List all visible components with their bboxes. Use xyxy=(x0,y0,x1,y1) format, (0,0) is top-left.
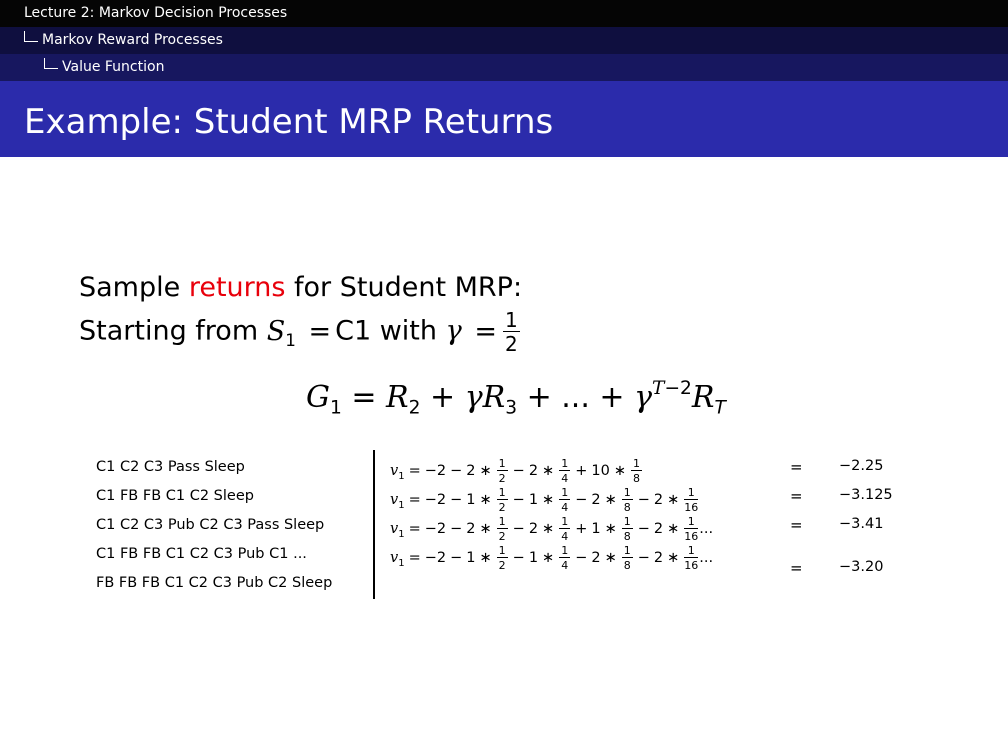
math-state-var: $S_1$ xyxy=(266,315,296,350)
start-with: with xyxy=(371,315,446,347)
result-3: −3.41 xyxy=(839,516,884,532)
result-2: −3.125 xyxy=(839,487,893,503)
calc-row-1: $v_1 = -2 - 2$ ∗ $\frac{1}{2}$ − 2 ∗ $\frac{1}{4}$ + 10 ∗ $\frac{1}{8}$ xyxy=(390,457,640,485)
episode-5: FB FB FB C1 C2 C3 Pub C2 Sleep xyxy=(96,575,333,591)
episode-1: C1 C2 C3 Pass Sleep xyxy=(96,459,245,475)
equals-1: = xyxy=(790,458,803,476)
intro-before: Sample xyxy=(79,272,189,303)
breadcrumb-section[interactable] xyxy=(0,27,1008,54)
calc-row-2: $v_1 = -2 - 1$ ∗ $\frac{1}{2}$ − 1 ∗ $\frac{1}{4}$ − 2 ∗ $\frac{1}{8}$ − 2 ∗ $\frac{1}{16}$ xyxy=(390,486,699,514)
equals-4: = xyxy=(790,559,803,577)
calc-row-3: $v_1 = -2 - 2$ ∗ $\frac{1}{2}$ − 2 ∗ $\frac{1}{4}$ + 1 ∗ $\frac{1}{8}$ − 2 ∗ $\frac{1}{16}$ ... xyxy=(390,515,714,543)
slide-title-bar xyxy=(0,81,1008,157)
start-line: Starting from $S_1 = C1$ with γ = $\frac{1}{2}$ xyxy=(79,308,518,356)
gamma-fraction: $\frac{1}{2}$ xyxy=(504,308,518,356)
episode-3: C1 C2 C3 Pub C2 C3 Pass Sleep xyxy=(96,517,325,533)
intro-line xyxy=(79,272,522,303)
episode-4: C1 FB FB C1 C2 C3 Pub C1 ... xyxy=(96,546,307,562)
column-divider xyxy=(373,450,375,599)
start-text: Starting from xyxy=(79,315,267,347)
breadcrumb-section-label: Markov Reward Processes xyxy=(42,32,223,48)
breadcrumb-subsection[interactable] xyxy=(0,54,1008,81)
slide-title: Example: Student MRP Returns xyxy=(24,102,554,142)
calc-row-4: $v_1 = -2 - 1$ ∗ $\frac{1}{2}$ − 1 ∗ $\frac{1}{4}$ − 2 ∗ $\frac{1}{8}$ − 2 ∗ $\frac{1}{16}$ ... xyxy=(390,544,714,572)
intro-highlight: returns xyxy=(188,272,286,303)
tree-elbow-icon xyxy=(24,31,38,42)
result-1: −2.25 xyxy=(839,458,884,474)
intro-after: for Student MRP: xyxy=(285,272,523,303)
breadcrumb-lecture[interactable] xyxy=(0,0,1008,27)
start-state: C1 xyxy=(335,315,372,347)
episode-2: C1 FB FB C1 C2 Sleep xyxy=(96,488,254,504)
breadcrumb-subsection-label: Value Function xyxy=(62,59,165,75)
equals-3: = xyxy=(790,516,803,534)
breadcrumb-lecture-label: Lecture 2: Markov Decision Processes xyxy=(24,5,288,21)
equals-2: = xyxy=(790,487,803,505)
result-4: −3.20 xyxy=(839,559,884,575)
tree-elbow-icon xyxy=(44,58,58,69)
return-equation: $G_1 = R_2 + \gamma R_3$ + ... + $\gamma^{T-2}R_T$ xyxy=(306,378,726,419)
